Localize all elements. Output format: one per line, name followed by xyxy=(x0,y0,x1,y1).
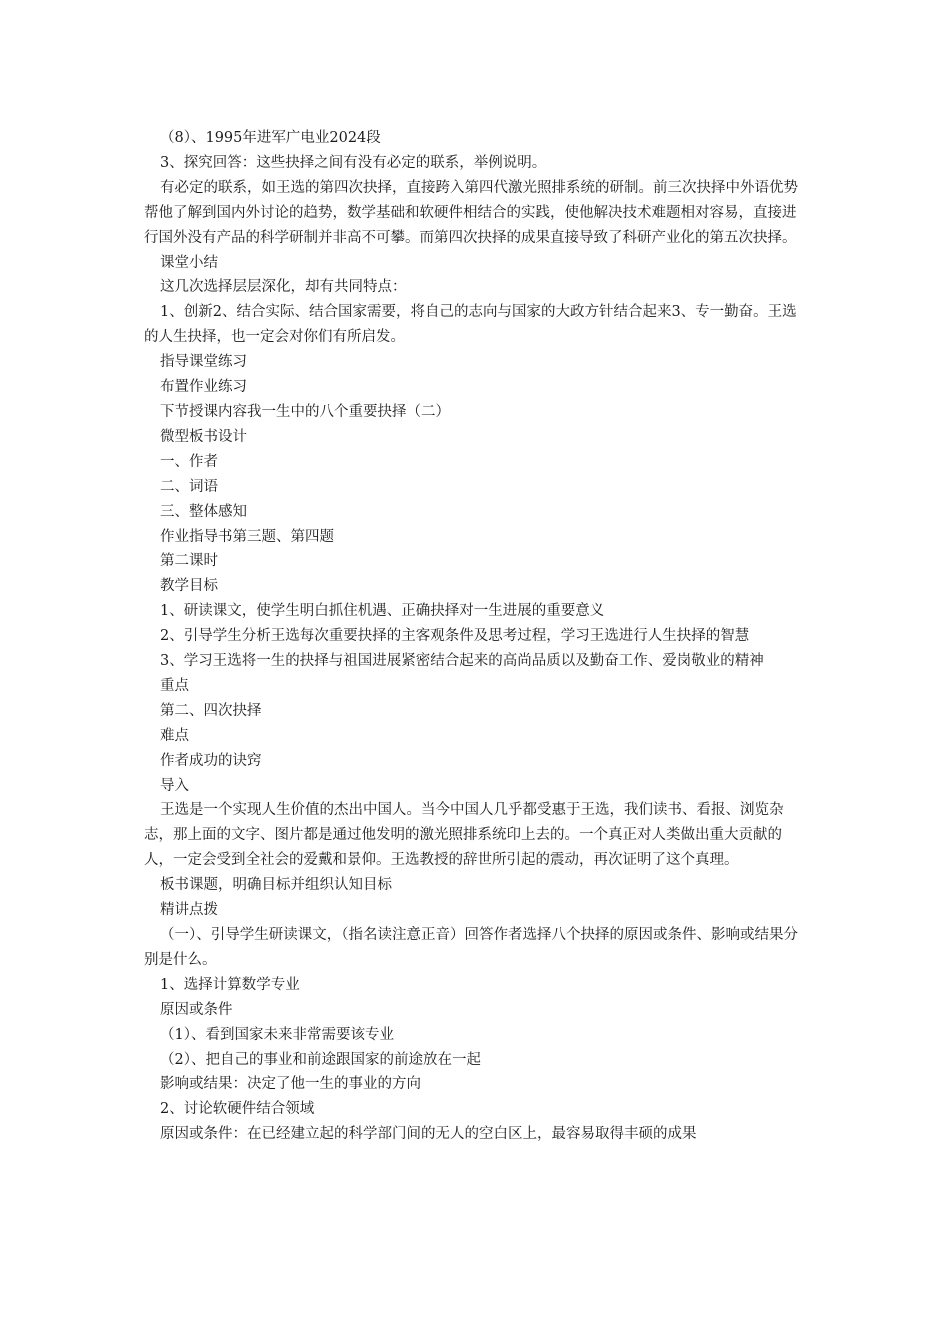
list-item: 三、整体感知 xyxy=(160,503,247,520)
list-item: 二、词语 xyxy=(160,478,218,495)
paragraph: 这几次选择层层深化，却有共同特点： xyxy=(160,279,407,296)
section-heading: 教学目标 xyxy=(160,578,218,595)
list-item: （2）、把自己的事业和前途跟国家的前途放在一起 xyxy=(160,1051,481,1068)
list-item: 2、讨论软硬件结合领域 xyxy=(160,1101,315,1118)
paragraph: 作者成功的诀窍 xyxy=(160,752,262,769)
paragraph: 影响或结果：决定了他一生的事业的方向 xyxy=(160,1076,421,1093)
list-item: 2、引导学生分析王选每次重要抉择的主客观条件及思考过程，学习王选进行人生抉择的智慧 xyxy=(160,628,750,645)
list-item: （1）、看到国家未来非常需要该专业 xyxy=(160,1026,394,1043)
section-heading: 导入 xyxy=(160,777,189,794)
section-heading: 指导课堂练习 xyxy=(160,354,247,371)
paragraph: 3、探究回答：这些抉择之间有没有必定的联系，举例说明。 xyxy=(160,154,547,171)
section-heading: 重点 xyxy=(160,677,189,694)
list-item: 1、选择计算数学专业 xyxy=(160,976,300,993)
paragraph: 有必定的联系，如王选的第四次抉择，直接跨入第四代激光照排系统的研制。前三次抉择中外语优势帮他了解到国内外讨论的趋势，数学基础和软硬件相结合的实践，使他解决技术难题相对容易，直接进行国外没有产品的科学研制并非高不可攀。而第四次抉择的成果直接导致了科研产业化的第五次抉择。 xyxy=(144,179,798,246)
document-page xyxy=(144,126,808,1147)
paragraph: 板书课题，明确目标并组织认知目标 xyxy=(160,877,392,894)
paragraph: （8）、1995年进军广电业2024段 xyxy=(160,130,381,146)
list-item: 3、学习王选将一生的抉择与祖国进展紧密结合起来的高尚品质以及勤奋工作、爱岗敬业的精神 xyxy=(160,653,764,670)
section-heading: 难点 xyxy=(160,727,189,744)
paragraph: 王选是一个实现人生价值的杰出中国人。当今中国人几乎都受惠于王选，我们读书、看报、浏览杂志，那上面的文字、图片都是通过他发明的激光照排系统印上去的。一个真正对人类做出重大贡献的人，一定会受到全社会的爱戴和景仰。王选教授的辞世所引起的震动，再次证明了这个真理。 xyxy=(144,802,784,869)
section-heading: 课堂小结 xyxy=(160,254,218,271)
list-item: 一、作者 xyxy=(160,453,218,470)
list-item: 1、研读课文，使学生明白抓住机遇、正确抉择对一生进展的重要意义 xyxy=(160,603,605,620)
paragraph: 第二、四次抉择 xyxy=(160,702,262,719)
paragraph: 原因或条件 xyxy=(160,1001,233,1018)
paragraph: 1、创新2、结合实际、结合国家需要，将自己的志向与国家的大政方针结合起来3、专一勤奋。王选的人生抉择，也一定会对你们有所启发。 xyxy=(144,304,797,346)
paragraph: 下节授课内容我一生中的八个重要抉择（二） xyxy=(160,403,450,420)
paragraph: （一）、引导学生研读课文，（指名读注意正音）回答作者选择八个抉择的原因或条件、影响或结果分别是什么。 xyxy=(144,927,798,968)
paragraph: 作业指导书第三题、第四题 xyxy=(160,528,334,545)
section-heading: 微型板书设计 xyxy=(160,428,247,445)
section-heading: 精讲点拨 xyxy=(160,902,218,919)
paragraph: 原因或条件：在已经建立起的科学部门间的无人的空白区上，最容易取得丰硕的成果 xyxy=(160,1126,697,1143)
section-heading: 布置作业练习 xyxy=(160,379,247,396)
section-heading: 第二课时 xyxy=(160,553,218,570)
